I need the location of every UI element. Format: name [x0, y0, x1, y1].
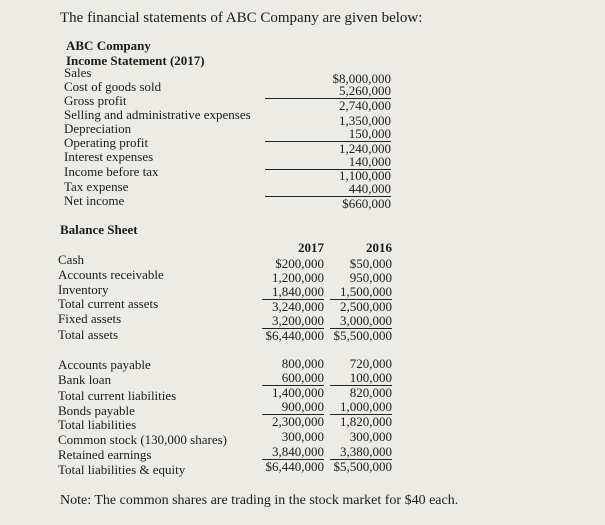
bs-2016-retained-earnings: 3,380,000 — [330, 444, 392, 460]
bs-2016-total-liabilities: 1,820,000 — [340, 414, 392, 429]
income-statement-title: Income Statement (2017) — [66, 53, 205, 68]
bs-2016-bonds-payable: 1,000,000 — [330, 399, 392, 415]
bs-2016-common-stock: 300,000 — [349, 429, 392, 444]
bs-2016-total-current-liabilities: 820,000 — [349, 385, 392, 400]
bs-2017-accounts-receivable: 1,200,000 — [272, 270, 324, 285]
intro-text: The financial statements of ABC Company are given below: — [60, 10, 423, 26]
is-label-operating-profit: Operating profit — [64, 135, 149, 150]
bs-2017-bank-loan: 600,000 — [262, 370, 324, 386]
is-value-operating-profit: 1,240,000 — [339, 141, 391, 156]
company-name: ABC Company — [66, 38, 151, 53]
col-header-2017: 2017 — [298, 240, 324, 255]
col-header-2016: 2016 — [366, 240, 392, 255]
bs-2017-retained-earnings: 3,840,000 — [262, 444, 324, 460]
bs-label-fixed-assets: Fixed assets — [58, 311, 122, 326]
bs-2016-bank-loan: 100,000 — [330, 370, 392, 386]
note-text: Note: The common shares are trading in the stock market for $40 each. — [60, 493, 459, 508]
bs-2017-cash: $200,000 — [275, 256, 324, 271]
bs-label-total-liabilities-equity: Total liabilities & equity — [58, 462, 186, 477]
is-label-cogs: Cost of goods sold — [64, 79, 162, 94]
bs-2016-total-assets: $5,500,000 — [333, 328, 392, 343]
bs-2017-accounts-payable: 800,000 — [281, 356, 324, 371]
bs-2017-total-current-liabilities: 1,400,000 — [272, 385, 324, 400]
bs-2016-accounts-payable: 720,000 — [349, 356, 392, 371]
bs-label-bonds-payable: Bonds payable — [58, 403, 135, 418]
bs-label-accounts-receivable: Accounts receivable — [58, 267, 164, 282]
balance-sheet-title: Balance Sheet — [60, 222, 138, 237]
bs-2017-fixed-assets: 3,200,000 — [262, 313, 324, 329]
is-value-depreciation: 150,000 — [265, 127, 391, 142]
is-value-gross-profit: 2,740,000 — [339, 98, 391, 113]
is-label-income-before-tax: Income before tax — [64, 164, 159, 179]
bs-2016-inventory: 1,500,000 — [330, 284, 392, 300]
is-label-gross-profit: Gross profit — [64, 93, 127, 108]
bs-label-total-assets: Total assets — [58, 327, 119, 342]
bs-label-bank-loan: Bank loan — [58, 372, 112, 387]
bs-2016-fixed-assets: 3,000,000 — [330, 313, 392, 329]
is-label-sales: Sales — [64, 65, 92, 80]
is-label-interest: Interest expenses — [64, 149, 154, 164]
bs-2017-total-current-assets: 3,240,000 — [272, 299, 324, 314]
is-value-interest: 140,000 — [265, 155, 391, 170]
bs-2016-total-liabilities-equity: $5,500,000 — [333, 459, 392, 474]
is-value-tax: 440,000 — [265, 182, 391, 197]
bs-label-inventory: Inventory — [58, 282, 109, 297]
is-label-tax: Tax expense — [64, 179, 129, 194]
bs-label-retained-earnings: Retained earnings — [58, 447, 152, 462]
bs-label-accounts-payable: Accounts payable — [58, 357, 151, 372]
bs-2017-bonds-payable: 900,000 — [262, 399, 324, 415]
bs-label-total-current-liabilities: Total current liabilities — [58, 388, 177, 403]
is-value-net-income: $660,000 — [342, 196, 391, 211]
is-label-sga: Selling and administrative expenses — [64, 107, 251, 122]
is-value-sga: 1,350,000 — [339, 113, 391, 128]
bs-label-common-stock: Common stock (130,000 shares) — [58, 432, 227, 447]
bs-2017-total-assets: $6,440,000 — [265, 328, 324, 343]
bs-2017-common-stock: 300,000 — [281, 429, 324, 444]
is-value-sales: $8,000,000 — [332, 71, 391, 86]
bs-2016-cash: $50,000 — [349, 256, 392, 271]
is-label-depreciation: Depreciation — [64, 121, 132, 136]
is-value-income-before-tax: 1,100,000 — [339, 168, 391, 183]
bs-label-cash: Cash — [58, 252, 84, 267]
bs-2016-total-current-assets: 2,500,000 — [340, 299, 392, 314]
bs-label-total-liabilities: Total liabilities — [58, 417, 137, 432]
bs-label-total-current-assets: Total current assets — [58, 296, 159, 311]
is-label-net-income: Net income — [64, 193, 125, 208]
bs-2017-total-liabilities-equity: $6,440,000 — [265, 459, 324, 474]
bs-2017-inventory: 1,840,000 — [262, 284, 324, 300]
bs-2016-accounts-receivable: 950,000 — [349, 270, 392, 285]
is-value-cogs: 5,260,000 — [265, 84, 391, 99]
bs-2017-total-liabilities: 2,300,000 — [272, 414, 324, 429]
income-statement-header — [66, 38, 205, 68]
